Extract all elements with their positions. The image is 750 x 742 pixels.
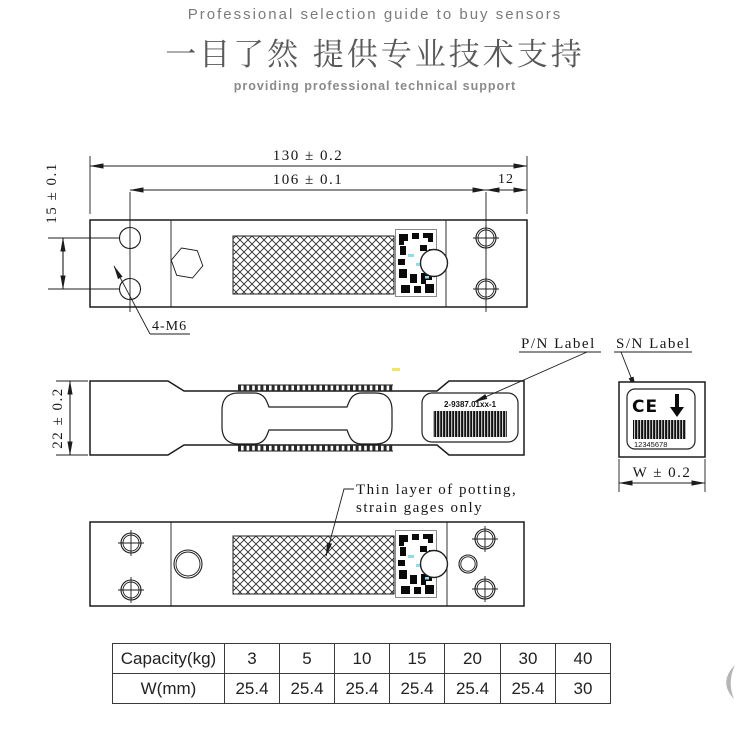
pn-callout-label: P/N Label xyxy=(521,336,596,352)
capacity-value: 20 xyxy=(445,644,501,674)
width-value: 25.4 xyxy=(280,674,335,704)
dimension-106 xyxy=(130,172,486,190)
capacity-value: 5 xyxy=(280,644,335,674)
bottom-view xyxy=(90,522,524,606)
potting-hatch-area-bottom xyxy=(233,536,394,594)
end-view xyxy=(619,382,705,457)
capacity-value: 3 xyxy=(225,644,280,674)
width-value: 25.4 xyxy=(225,674,280,704)
capacity-spec-table xyxy=(112,643,611,704)
row-header-width: W(mm) xyxy=(113,674,225,704)
width-value: 25.4 xyxy=(445,674,501,704)
top-view xyxy=(90,192,527,312)
capacity-value: 10 xyxy=(335,644,390,674)
sn-barcode-icon xyxy=(633,420,686,439)
svg-text:15 ± 0.1: 15 ± 0.1 xyxy=(44,162,60,224)
width-value: 30 xyxy=(556,674,611,704)
svg-text:106 ± 0.1: 106 ± 0.1 xyxy=(272,172,344,188)
width-value: 25.4 xyxy=(501,674,556,704)
page-subtitle: providing professional technical support xyxy=(233,79,517,93)
capacity-value: 15 xyxy=(390,644,445,674)
potting-hatch-area xyxy=(233,236,394,294)
pn-barcode-icon xyxy=(433,411,507,437)
floating-widget-crescent xyxy=(726,665,735,699)
width-value: 25.4 xyxy=(335,674,390,704)
sn-number: 12345678 xyxy=(634,440,668,449)
width-value: 25.4 xyxy=(390,674,445,704)
capacity-value: 40 xyxy=(556,644,611,674)
sn-callout-label: S/N Label xyxy=(616,336,691,352)
row-header-capacity: Capacity(kg) xyxy=(113,644,225,674)
dimension-12 xyxy=(486,172,527,190)
side-view xyxy=(90,368,524,455)
dimension-22 xyxy=(50,381,88,455)
svg-text:130 ± 0.2: 130 ± 0.2 xyxy=(272,148,344,164)
highlight-artifact xyxy=(392,368,400,371)
ce-mark-icon: CE xyxy=(632,397,659,417)
table-row-width xyxy=(113,674,611,704)
page-title-zh: 一目了然 提供专业技术支持 xyxy=(165,37,585,72)
page-title-en: Professional selection guide to buy sensors xyxy=(187,6,563,23)
svg-text:22 ± 0.2: 22 ± 0.2 xyxy=(50,387,66,449)
thread-label: 4-M6 xyxy=(152,319,188,334)
capacity-value: 30 xyxy=(501,644,556,674)
potting-note-line2: strain gages only xyxy=(356,500,484,516)
svg-text:12: 12 xyxy=(498,172,514,187)
pn-label xyxy=(422,393,518,442)
pn-number: 2-9387.01xx-1 xyxy=(443,400,497,409)
svg-text:W ± 0.2: W ± 0.2 xyxy=(632,465,692,481)
table-row-capacity xyxy=(113,644,611,674)
potting-note-line1: Thin layer of potting, xyxy=(356,482,518,498)
dimension-w xyxy=(619,459,705,492)
